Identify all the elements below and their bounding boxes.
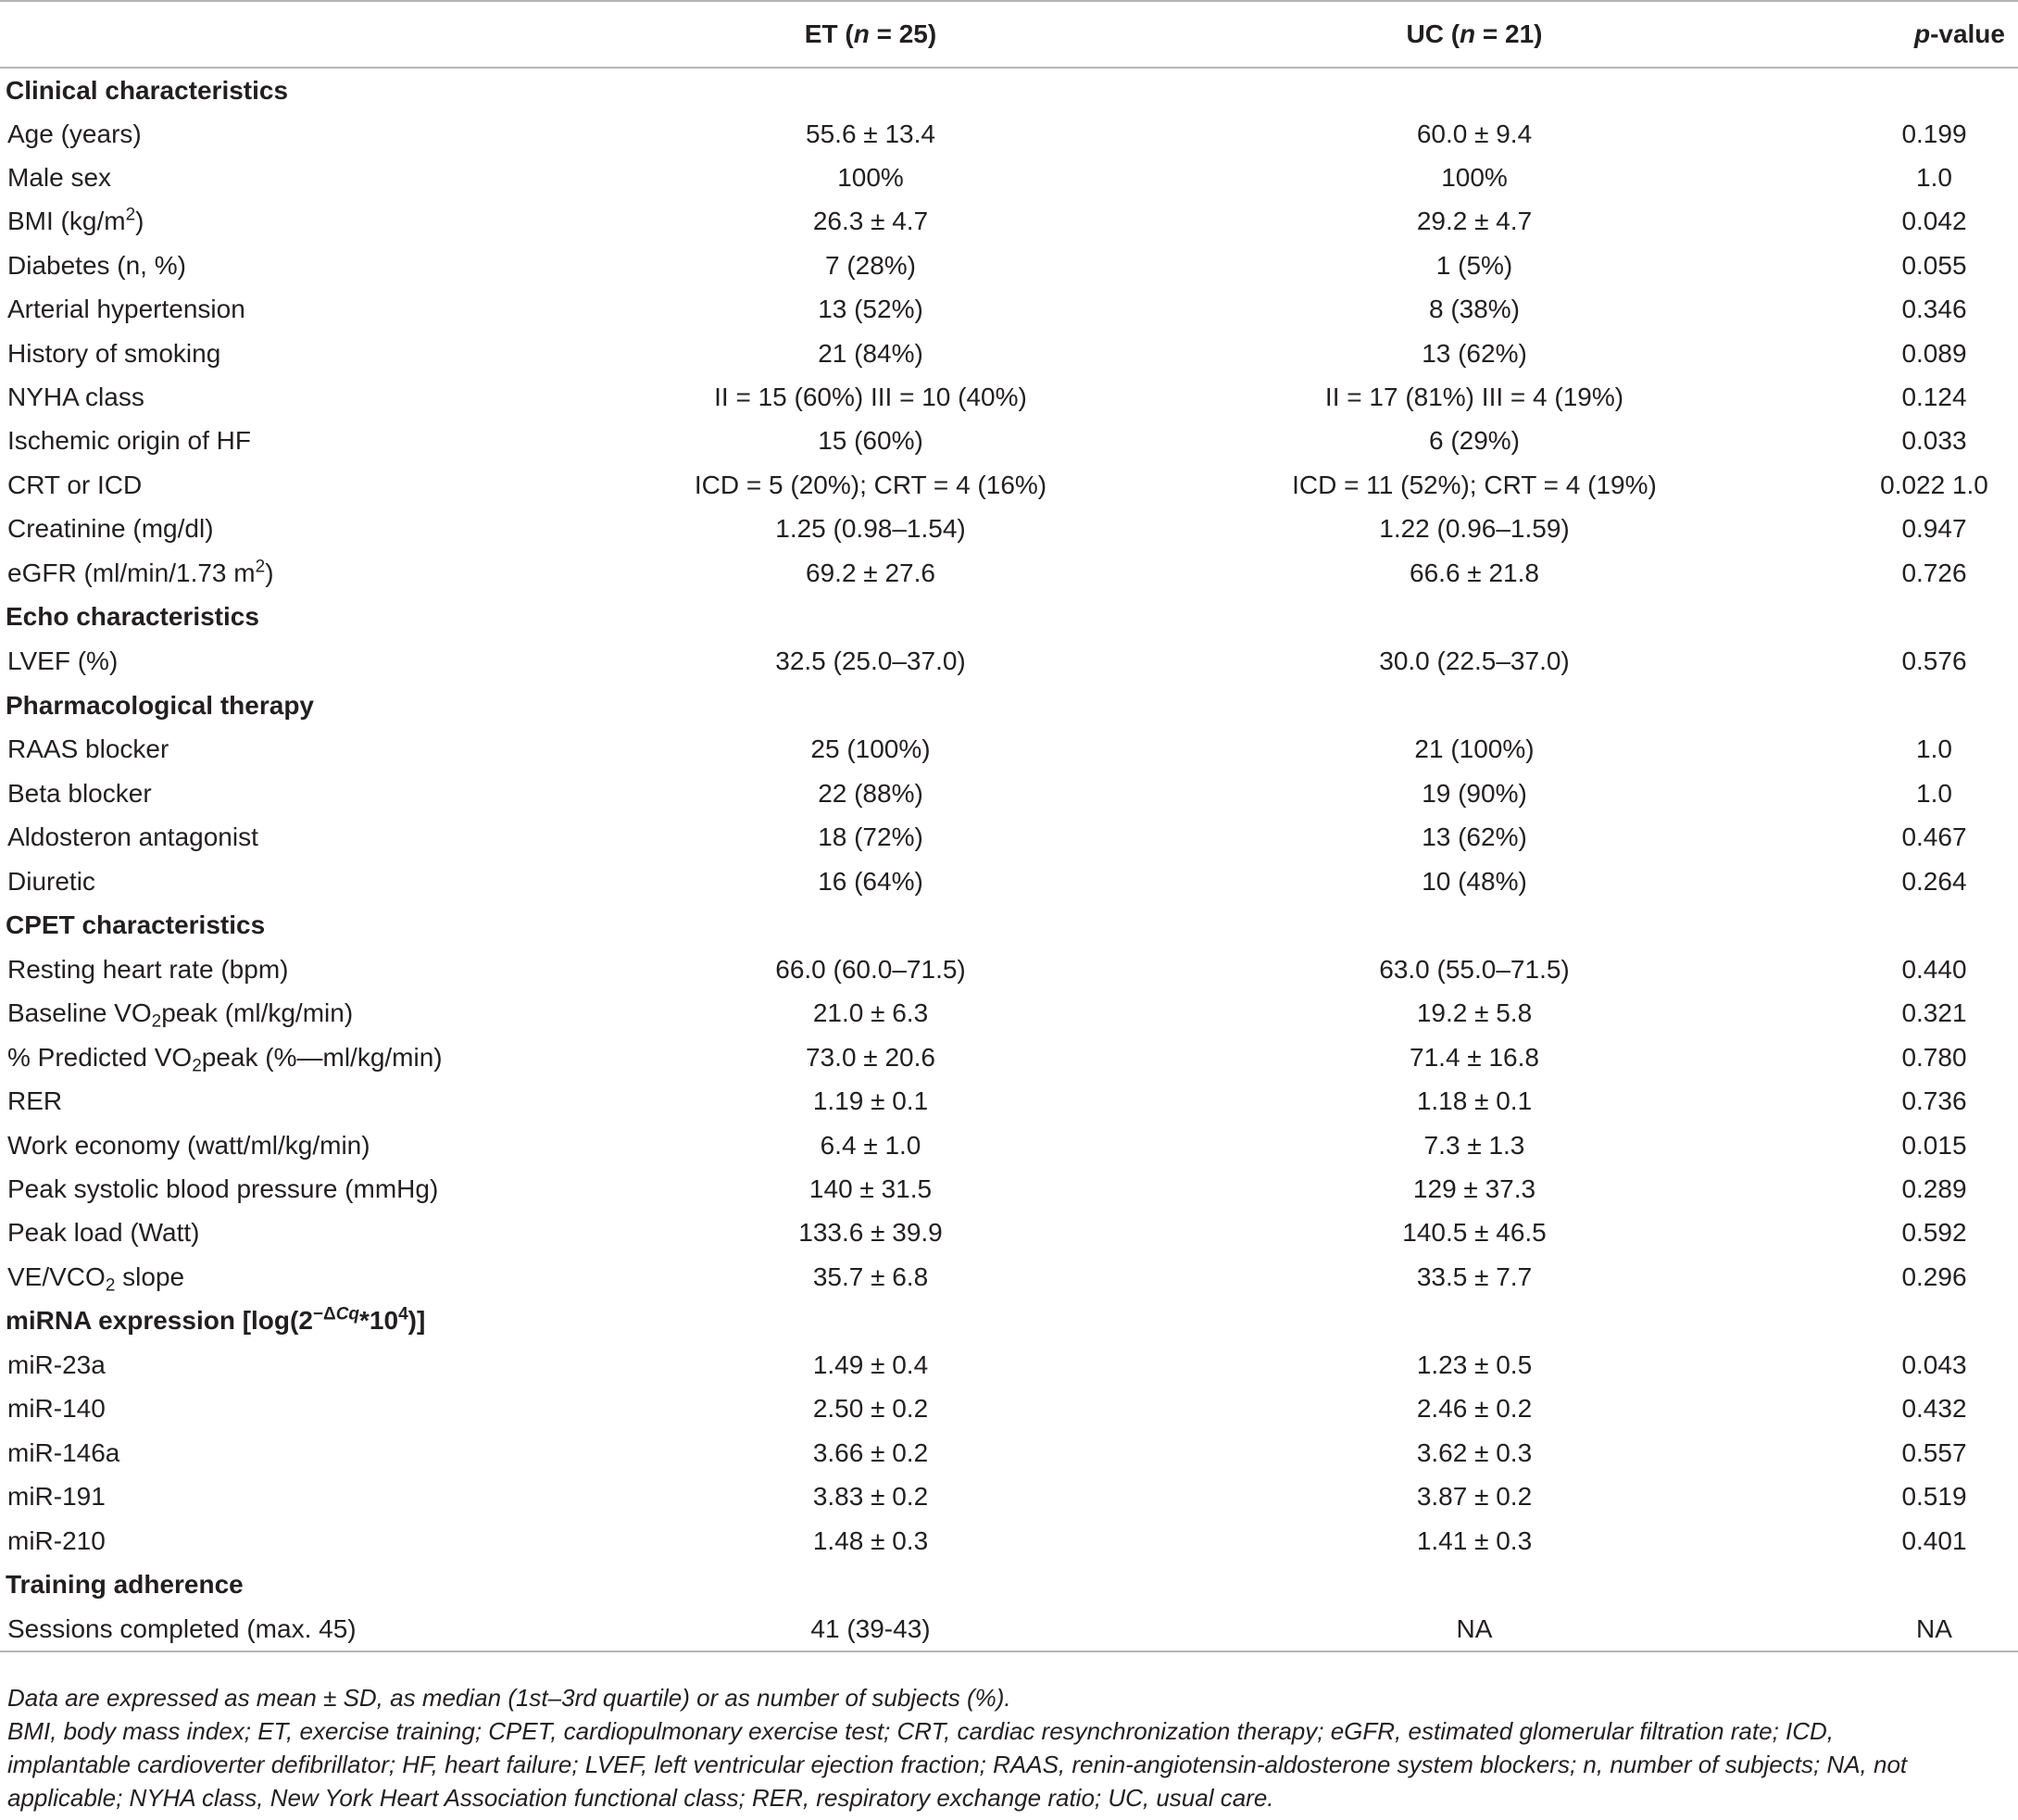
- section-title: Echo characteristics: [6, 602, 259, 632]
- row-label: Peak systolic blood pressure (mmHg): [7, 1174, 439, 1203]
- row-label: CRT or ICD: [7, 470, 143, 499]
- et-value: 2.50 ± 0.2: [812, 1394, 929, 1424]
- empty-cell: [643, 1299, 1098, 1343]
- table-row: [0, 1387, 2018, 1431]
- table-row: [0, 815, 2018, 859]
- empty-cell: [1850, 684, 2018, 728]
- et-value: 26.3 ± 4.7: [812, 207, 929, 236]
- row-label: BMI $(kg/m^2)$: [7, 206, 144, 236]
- section-title: Training adherence: [6, 1570, 244, 1600]
- et-value: 21.0 ± 6.3: [812, 998, 929, 1028]
- et-value: 15 (60%): [818, 426, 923, 456]
- section-title: CPET characteristics: [6, 910, 266, 940]
- p-value: 0.296: [1901, 1261, 1967, 1291]
- uc-value: 140.5 ± 46.5: [1402, 1218, 1547, 1248]
- table-row: [0, 375, 2018, 419]
- table-row: [0, 1123, 2018, 1167]
- et-value: 3.83 ± 0.2: [812, 1482, 929, 1512]
- p-value: 0.033: [1901, 426, 1967, 456]
- table-footnotes: [7, 1681, 1957, 1814]
- uc-value: 1.23 ± 0.5: [1416, 1350, 1533, 1380]
- row-label: LVEF (%): [7, 646, 119, 675]
- row-label: Aldosteron antagonist: [7, 822, 258, 852]
- p-value: 1.0: [1916, 734, 1952, 764]
- empty-cell: [1098, 68, 1850, 112]
- p-value: 1.0: [1916, 163, 1952, 193]
- row-label: Male sex: [7, 163, 112, 193]
- p-value: 0.289: [1901, 1174, 1967, 1203]
- et-value: II = 15 (60%) III = 10 (40%): [714, 383, 1027, 412]
- table-row: [0, 156, 2018, 199]
- uc-value: 66.6 ± 21.8: [1410, 558, 1539, 587]
- empty-cell: [1098, 684, 1850, 728]
- et-value: 69.2 ± 27.6: [806, 558, 935, 587]
- et-value: 100%: [837, 163, 904, 193]
- uc-value: 2.46 ± 0.2: [1416, 1394, 1533, 1424]
- uc-value: 60.0 ± 9.4: [1416, 119, 1533, 148]
- p-value: 0.015: [1901, 1130, 1967, 1160]
- row-label: % Predicted $VO_2peak$ (%—ml/kg/min): [7, 1042, 443, 1076]
- uc-value: 19 (90%): [1422, 778, 1527, 808]
- uc-value: 129 ± 37.3: [1412, 1174, 1536, 1203]
- uc-value: 30.0 (22.5–37.0): [1379, 646, 1570, 675]
- p-value: 0.947: [1901, 514, 1967, 544]
- row-label: Creatinine (mg/dl): [7, 514, 214, 544]
- et-value: 18 (72%): [818, 822, 923, 852]
- uc-value: 29.2 ± 4.7: [1416, 207, 1533, 236]
- empty-cell: [643, 684, 1098, 728]
- footnote: Data are expressed as mean ± SD, as median (1st–3rd quartile) or as number of subjects (%).: [7, 1684, 1011, 1712]
- section-header-row: [0, 1563, 2018, 1607]
- row-label: $VE/VCO_2$ slope: [7, 1261, 185, 1296]
- table-row: [0, 1343, 2018, 1387]
- section-header-row: [0, 903, 2018, 948]
- p-value: 1.0: [1916, 778, 1952, 808]
- uc-value: 6 (29%): [1428, 426, 1521, 456]
- uc-value: 1.18 ± 0.1: [1416, 1086, 1533, 1116]
- et-value: 73.0 ± 20.6: [806, 1042, 935, 1072]
- uc-value: 3.62 ± 0.3: [1416, 1437, 1533, 1467]
- p-value: 0.519: [1901, 1482, 1967, 1512]
- table-row: [0, 332, 2018, 375]
- row-label: Diuretic: [7, 866, 95, 896]
- table-row: [0, 1475, 2018, 1519]
- et-value: 13 (52%): [818, 295, 923, 324]
- uc-value: 7.3 ± 1.3: [1423, 1130, 1525, 1160]
- p-value: 0.089: [1901, 338, 1967, 368]
- p-value: 0.467: [1901, 822, 1967, 852]
- et-value: 6.4 ± 1.0: [820, 1130, 921, 1160]
- row-label: miR-140: [7, 1394, 106, 1424]
- uc-value: 63.0 (55.0–71.5): [1379, 954, 1570, 984]
- row-label: RER: [7, 1086, 63, 1116]
- row-label: Diabetes (n, %): [7, 250, 186, 280]
- p-value: 0.264: [1901, 866, 1967, 896]
- uc-value: 100%: [1441, 163, 1508, 193]
- table-row: [0, 1167, 2018, 1211]
- section-header-row: [0, 684, 2018, 728]
- empty-cell: [643, 903, 1098, 948]
- table-row: [0, 639, 2018, 683]
- table-row: [0, 1607, 2018, 1651]
- section-header-row: [0, 1299, 2018, 1343]
- p-value: 0.432: [1901, 1394, 1967, 1424]
- p-value: 0.576: [1901, 646, 1967, 675]
- p-value: 0.055: [1901, 250, 1967, 280]
- table-row: [0, 420, 2018, 463]
- p-value: 0.726: [1901, 558, 1967, 587]
- p-value: 0.401: [1901, 1525, 1967, 1555]
- uc-value: 8 (38%): [1428, 295, 1521, 324]
- p-value: 0.043: [1901, 1350, 1967, 1380]
- table-row: [0, 728, 2018, 772]
- table-row: [0, 551, 2018, 595]
- p-value: 0.440: [1901, 954, 1967, 984]
- et-value: 140 ± 31.5: [808, 1174, 933, 1203]
- section-title: Clinical characteristics: [6, 75, 289, 105]
- empty-cell: [1098, 1563, 1850, 1607]
- et-value: 1.48 ± 0.3: [812, 1525, 929, 1555]
- et-value: 41 (39-43): [643, 1607, 1098, 1651]
- header-uc: UC (n = 21): [1098, 1, 1850, 68]
- table-row: [0, 508, 2018, 551]
- empty-cell: [1850, 1563, 2018, 1607]
- et-value: 3.66 ± 0.2: [812, 1437, 929, 1467]
- row-label: Ischemic origin of HF: [7, 426, 251, 456]
- row-label: miR-191: [7, 1482, 106, 1512]
- et-value: 22 (88%): [818, 778, 923, 808]
- empty-cell: [1850, 68, 2018, 112]
- table-row: [0, 860, 2018, 903]
- uc-value: ICD = 11 (52%); CRT = 4 (19%): [1292, 470, 1657, 499]
- table-row: [0, 1519, 2018, 1563]
- table-row: [0, 244, 2018, 287]
- table-row: [0, 992, 2018, 1036]
- row-label: History of smoking: [7, 338, 221, 368]
- p-value: NA: [1850, 1607, 2018, 1651]
- p-value: 0.124: [1901, 383, 1967, 412]
- empty-cell: [643, 595, 1098, 639]
- row-label: Beta blocker: [7, 778, 152, 808]
- uc-value: 71.4 ± 16.8: [1410, 1042, 1539, 1072]
- uc-value: 13 (62%): [1422, 338, 1527, 368]
- uc-value: 33.5 ± 7.7: [1416, 1261, 1533, 1291]
- et-value: 35.7 ± 6.8: [812, 1261, 929, 1291]
- p-value: 0.022 1.0: [1880, 470, 1988, 499]
- header-et: ET (n = 25): [643, 1, 1098, 68]
- table-body: [0, 68, 2018, 1651]
- table-row: [0, 1211, 2018, 1255]
- row-label: NYHA class: [7, 383, 144, 412]
- empty-cell: [1098, 595, 1850, 639]
- row-label: RAAS blocker: [7, 734, 169, 764]
- row-label: Arterial hypertension: [7, 295, 245, 324]
- row-label: Age (years): [7, 119, 142, 148]
- empty-cell: [643, 1563, 1098, 1607]
- p-value: 0.557: [1901, 1437, 1967, 1467]
- section-title: miRNA expression $[\log(2^{-\Delta Cq}*10^4)]$: [6, 1304, 426, 1336]
- et-value: 1.19 ± 0.1: [812, 1086, 929, 1116]
- section-header-row: [0, 68, 2018, 112]
- table-row: [0, 200, 2018, 244]
- uc-value: 13 (62%): [1422, 822, 1527, 852]
- et-value: 25 (100%): [810, 734, 931, 764]
- p-value: 0.780: [1901, 1042, 1967, 1072]
- table-row: [0, 112, 2018, 156]
- p-value: 0.592: [1901, 1218, 1967, 1248]
- table-row: [0, 1036, 2018, 1079]
- p-value: 0.346: [1901, 295, 1967, 324]
- row-label: Baseline $VO_2peak$ (ml/kg/min): [7, 998, 354, 1033]
- header-p-value: p-value: [1850, 1, 2018, 68]
- et-value: 1.25 (0.98–1.54): [775, 514, 966, 544]
- table-row: [0, 1255, 2018, 1299]
- uc-value: II = 17 (81%) III = 4 (19%): [1324, 383, 1624, 412]
- et-value: 16 (64%): [818, 866, 923, 896]
- row-label: Work economy (watt/ml/kg/min): [7, 1130, 370, 1160]
- uc-value: 1 (5%): [1435, 250, 1513, 280]
- row-label: Sessions completed (max. 45): [0, 1607, 643, 1651]
- table-row: [0, 772, 2018, 815]
- et-value: ICD = 5 (20%); CRT = 4 (16%): [694, 470, 1047, 499]
- et-value: 7 (28%): [824, 250, 917, 280]
- uc-value: 10 (48%): [1422, 866, 1527, 896]
- section-header-row: [0, 595, 2018, 639]
- empty-cell: [1098, 1299, 1850, 1343]
- table-row: [0, 1079, 2018, 1123]
- empty-cell: [1850, 595, 2018, 639]
- uc-value: 1.22 (0.96–1.59): [1379, 514, 1570, 544]
- row-label: eGFR (ml/min/1.73 $m^2$): [7, 557, 274, 587]
- et-value: 21 (84%): [818, 338, 923, 368]
- uc-value: NA: [1098, 1607, 1850, 1651]
- empty-cell: [1850, 903, 2018, 948]
- row-label: miR-146a: [7, 1437, 120, 1467]
- table-row: [0, 288, 2018, 332]
- table-row: [0, 1431, 2018, 1475]
- et-value: 32.5 (25.0–37.0): [775, 646, 966, 675]
- row-label: miR-210: [7, 1525, 106, 1555]
- p-value: 0.321: [1901, 998, 1967, 1028]
- uc-value: 3.87 ± 0.2: [1416, 1482, 1533, 1512]
- et-value: 66.0 (60.0–71.5): [775, 954, 966, 984]
- row-label: Peak load (Watt): [7, 1218, 200, 1248]
- uc-value: 19.2 ± 5.8: [1416, 998, 1533, 1028]
- p-value: 0.042: [1901, 207, 1967, 236]
- et-value: 55.6 ± 13.4: [806, 119, 935, 148]
- empty-cell: [1850, 1299, 2018, 1343]
- uc-value: 21 (100%): [1414, 734, 1535, 764]
- p-value: 0.736: [1901, 1086, 1967, 1116]
- row-label: miR-23a: [7, 1350, 106, 1380]
- section-title: Pharmacological therapy: [6, 690, 315, 720]
- uc-value: 1.41 ± 0.3: [1416, 1525, 1533, 1555]
- empty-cell: [1098, 903, 1850, 948]
- row-label: Resting heart rate (bpm): [7, 954, 289, 984]
- table-row: [0, 463, 2018, 507]
- footnote: BMI, body mass index; ET, exercise training; CPET, cardiopulmonary exercise test; CRT, cardiac resynchronization therapy; eGFR, estimated glomerular filtration rate; ICD, implantable cardioverter defibrillator; HF, heart failure; LVEF, left ventricular ejection fraction; RAAS, renin-angiotensin-aldosterone system blockers; n, number of subjects; NA, not applicable; NYHA class, New York Heart Association functional class; RER, respiratory exchange ratio; UC, usual care.: [7, 1717, 1908, 1812]
- table-header-row: [0, 1, 2018, 68]
- table-row: [0, 948, 2018, 991]
- et-value: 1.49 ± 0.4: [812, 1350, 929, 1380]
- et-value: 133.6 ± 39.9: [798, 1218, 943, 1248]
- p-value: 0.199: [1901, 119, 1967, 148]
- header-label: [0, 1, 643, 68]
- empty-cell: [643, 68, 1098, 112]
